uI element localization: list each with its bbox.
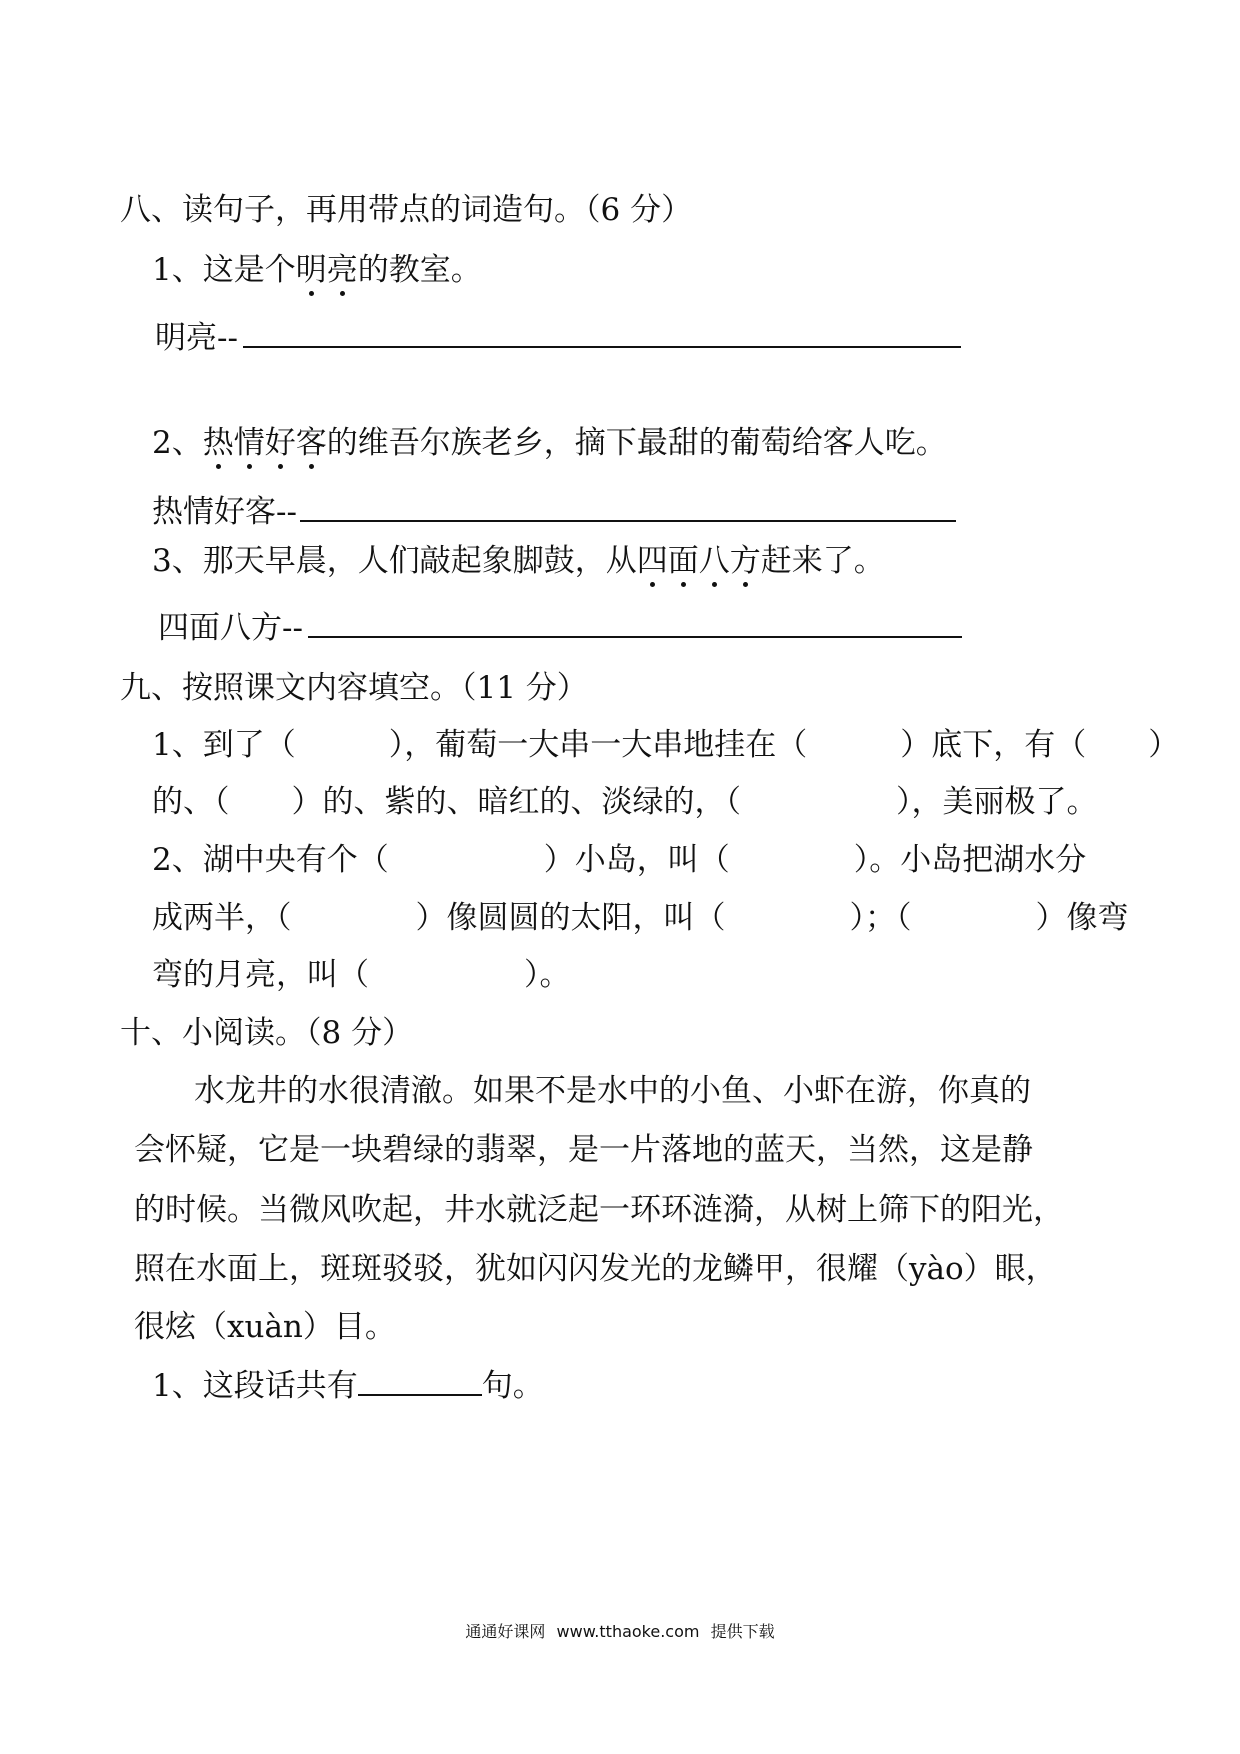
question-8-3 — [152, 541, 885, 581]
passage-line: 水龙井的水很清澈。如果不是水中的小鱼、小虾在游，你真的 — [194, 1073, 1031, 1109]
passage-line: 会怀疑，它是一块碧绿的翡翠，是一片落地的蓝天，当然，这是静 — [134, 1132, 1033, 1168]
question-10-1 — [152, 1366, 544, 1406]
answer-line-8-3[interactable] — [308, 636, 962, 638]
answer-line-8-1[interactable] — [243, 346, 961, 348]
question-8-2-post: 的维吾尔族老乡，摘下最甜的葡萄给客人吃。 — [326, 425, 947, 461]
footer-note: 提供下载 — [710, 1622, 775, 1641]
question-8-2 — [152, 423, 947, 463]
passage-line: 照在水面上，斑斑驳驳，犹如闪闪发光的龙鳞甲，很耀（yào）眼， — [134, 1251, 1057, 1287]
answer-line-8-2[interactable] — [300, 520, 956, 522]
question-8-1-pre: 1、这是个 — [152, 252, 296, 288]
answer-blank-10-1[interactable] — [358, 1368, 482, 1396]
dotted-char: 八 — [699, 543, 730, 579]
dotted-char: 明 — [296, 252, 327, 288]
answer-label-8-3: 四面八方-- — [158, 610, 303, 646]
answer-label-8-1: 明亮-- — [155, 320, 238, 356]
fill-line: 2、湖中央有个（ ）小岛，叫（ ）。小岛把湖水分 — [152, 842, 1087, 878]
footer-url[interactable]: www.tthaoke.com — [556, 1622, 700, 1641]
page-footer — [0, 1621, 1240, 1643]
question-8-3-post: 赶来了。 — [760, 543, 885, 579]
question-8-1 — [152, 250, 482, 290]
fill-line: 1、到了（ ），葡萄一大串一大串地挂在（ ）底下，有（ ） — [152, 727, 1180, 763]
dotted-char: 客 — [296, 425, 327, 461]
question-10-1-pre: 1、这段话共有 — [152, 1368, 358, 1404]
dotted-char: 亮 — [327, 252, 358, 288]
dotted-char: 面 — [668, 543, 699, 579]
section-9-heading: 九、按照课文内容填空。（11 分） — [120, 670, 588, 706]
answer-label-8-2: 热情好客-- — [152, 494, 297, 530]
fill-line: 成两半，（ ）像圆圆的太阳，叫（ ）；（ ）像弯 — [152, 900, 1129, 936]
dotted-char: 热 — [203, 425, 234, 461]
dotted-char: 四 — [637, 543, 668, 579]
dotted-char: 情 — [234, 425, 265, 461]
section-8-heading: 八、读句子，再用带点的词造句。（6 分） — [120, 192, 693, 228]
question-8-3-pre: 3、那天早晨，人们敲起象脚鼓，从 — [152, 543, 637, 579]
fill-line: 的、（ ）的、紫的、暗红的、淡绿的，（ ），美丽极了。 — [152, 784, 1098, 820]
question-8-2-pre: 2、 — [152, 425, 203, 461]
passage-line: 很炫（xuàn）目。 — [134, 1309, 396, 1345]
question-8-1-post: 的教室。 — [357, 252, 482, 288]
footer-site-name: 通通好课网 — [465, 1622, 546, 1641]
fill-line: 弯的月亮，叫（ ）。 — [152, 957, 571, 993]
passage-line: 的时候。当微风吹起，井水就泛起一环环涟漪，从树上筛下的阳光， — [134, 1192, 1064, 1228]
question-10-1-post: 句。 — [481, 1368, 544, 1404]
dotted-char: 好 — [265, 425, 296, 461]
section-10-heading: 十、小阅读。（8 分） — [120, 1015, 414, 1051]
dotted-char: 方 — [730, 543, 761, 579]
